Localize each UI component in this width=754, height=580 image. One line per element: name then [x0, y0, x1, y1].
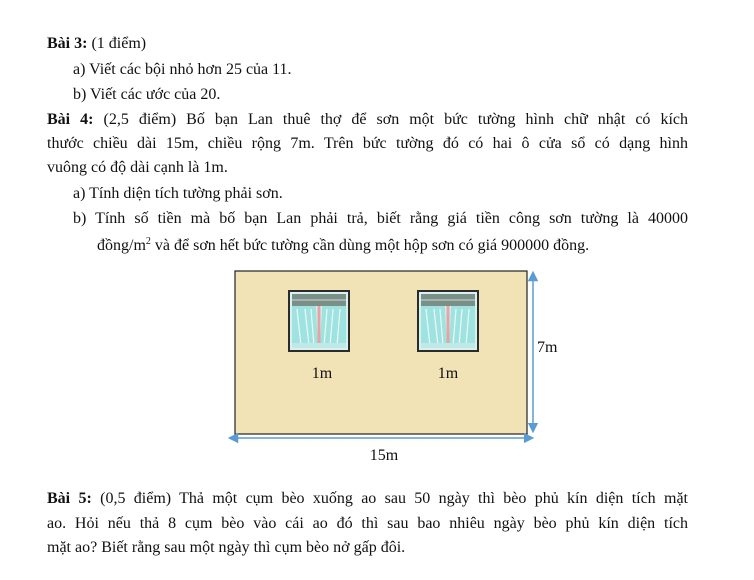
bai3-points: (1 điểm) [91, 35, 147, 52]
wall-rectangle [235, 271, 527, 434]
bai5-heading: Bài 5: [47, 490, 92, 507]
bai5-line2: ao. Hỏi nếu thả 8 cụm bèo vào cái ao đó thì sau bao nhiêu ngày bèo phủ kín diện tích [47, 515, 688, 532]
bai4-unit-exponent: 2 [145, 236, 151, 247]
width-label: 15m [369, 447, 399, 464]
bai5-line1 [47, 488, 688, 510]
bai3-item-a: a) Viết các bội nhỏ hơn 25 của 11. [73, 61, 292, 78]
bai4-line2: thước chiều dài 15m, chiều rộng 7m. Trên bức tường đó có hai ô cửa sổ có dạng hình [47, 135, 688, 152]
bai3-item-b: b) Viết các ước của 20. [73, 86, 221, 103]
bai4-unit: đồng/m [97, 237, 146, 254]
bai5-line1-text: (0,5 điểm) Thả một cụm bèo xuống ao sau 50 ngày thì bèo phủ kín diện tích mặt [100, 490, 689, 507]
bai3-heading: Bài 3: [47, 35, 88, 52]
window-right-label: 1m [437, 365, 459, 382]
window-right [418, 291, 478, 351]
bai4-line1 [47, 109, 688, 131]
window-left-label: 1m [311, 365, 333, 382]
bai4-item-a: a) Tính diện tích tường phải sơn. [73, 185, 283, 202]
bai3-title [47, 33, 146, 55]
wall-diagram [225, 268, 558, 468]
bai4-item-b-rest: và để sơn hết bức tường cần dùng một hộp sơn có giá 900000 đồng. [150, 237, 590, 254]
height-label: 7m [537, 339, 558, 356]
bai4-item-b-line1: b) Tính số tiền mà bố bạn Lan phải trả, biết rằng giá tiền công sơn tường là 40000 [73, 210, 688, 227]
bai4-line1-text: (2,5 điểm) Bố bạn Lan thuê thợ để sơn một bức tường hình chữ nhật có kích [103, 111, 689, 128]
bai4-heading: Bài 4: [47, 111, 94, 128]
bai4-item-b-line2 [97, 235, 589, 257]
bai5-line3: mặt ao? Biết rằng sau một ngày thì cụm bèo nở gấp đôi. [47, 539, 406, 556]
window-left [289, 291, 349, 351]
bai4-line3: vuông có độ dài cạnh là 1m. [47, 159, 228, 176]
